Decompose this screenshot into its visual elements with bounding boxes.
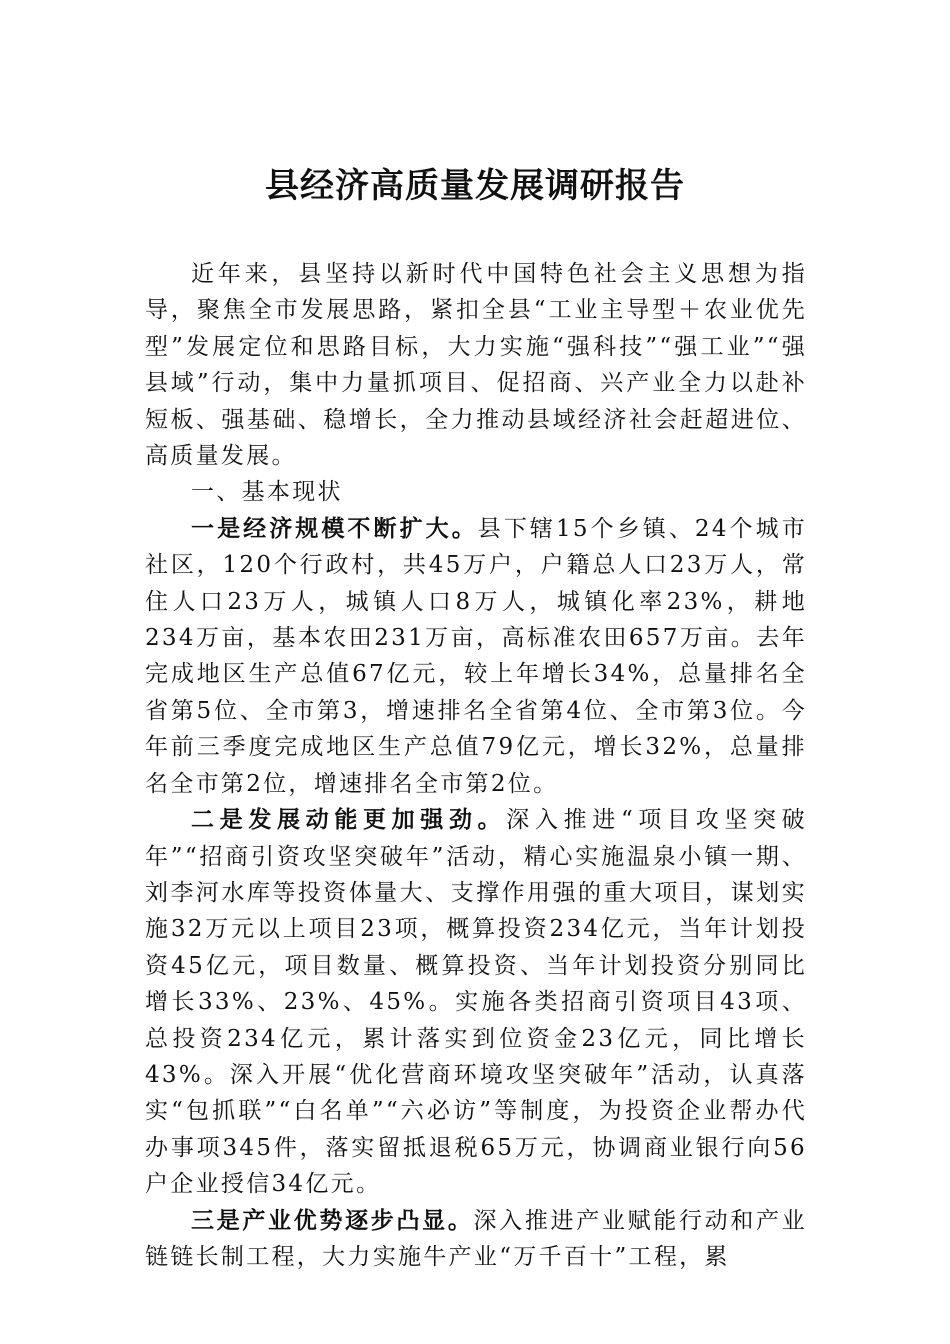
paragraph-text-economic-scale: 县下辖15个乡镇、24个城市社区，120个行政村，共45万户，户籍总人口23万人，常住人口23万人，城镇人口8万人，城镇化率23%，耕地234万亩，基本农田231万亩，高标准农田657万亩。去年完成地区生产总值67亿元，较上年增长34%，总量排名全省第5位、全市第3，增速排名全省第4位、全市第3位。今年前三季度完成地区生产总值79亿元，增长32%，总量排名全市第2位，增速排名全市第2位。 bbox=[145, 515, 807, 797]
paragraph-lead-development-momentum: 二是发展动能更加强劲。 bbox=[191, 807, 507, 834]
paragraph-industry-advantage bbox=[145, 1203, 807, 1276]
document-title: 县经济高质量发展调研报告 bbox=[265, 166, 685, 206]
section-heading-basic-status: 一、基本现状 bbox=[191, 479, 343, 506]
document-body bbox=[145, 256, 807, 1275]
paragraph-lead-industry-advantage: 三是产业优势逐步凸显。 bbox=[191, 1207, 474, 1234]
paragraph-text-development-momentum: 深入推进“项目攻坚突破年”“招商引资攻坚突破年”活动，精心实施温泉小镇一期、刘李河水库等投资体量大、支撑作用强的重大项目，谋划实施32万元以上项目23项，概算投资234亿元，当年计划投资45亿元，项目数量、概算投资、当年计划投资分别同比增长33%、23%、45%。实施各类招商引资项目43项、总投资234亿元，累计落实到位资金23亿元，同比增长43%。深入开展“优化营商环境攻坚突破年”活动，认真落实“包抓联”“白名单”“六必访”等制度，为投资企业帮办代办事项345件，落实留抵退税65万元，协调商业银行向56户企业授信34亿元。 bbox=[145, 807, 807, 1198]
paragraph-lead-economic-scale: 一是经济规模不断扩大。 bbox=[191, 515, 478, 542]
paragraph-development-momentum bbox=[145, 802, 807, 1202]
intro-paragraph: 近年来，县坚持以新时代中国特色社会主义思想为指导，聚焦全市发展思路，紧扣全县“工业主导型＋农业优先型”发展定位和思路目标，大力实施“强科技”“强工业”“强县域”行动，集中力量抓项目、促招商、兴产业全力以赴补短板、强基础、稳增长，全力推动县域经济社会赶超进位、高质量发展。 bbox=[145, 261, 807, 470]
paragraph-economic-scale bbox=[145, 511, 807, 802]
paragraph-text-industry-advantage: 深入推进产业赋能行动和产业链链长制工程，大力实施牛产业“万千百十”工程，累 bbox=[145, 1207, 807, 1270]
